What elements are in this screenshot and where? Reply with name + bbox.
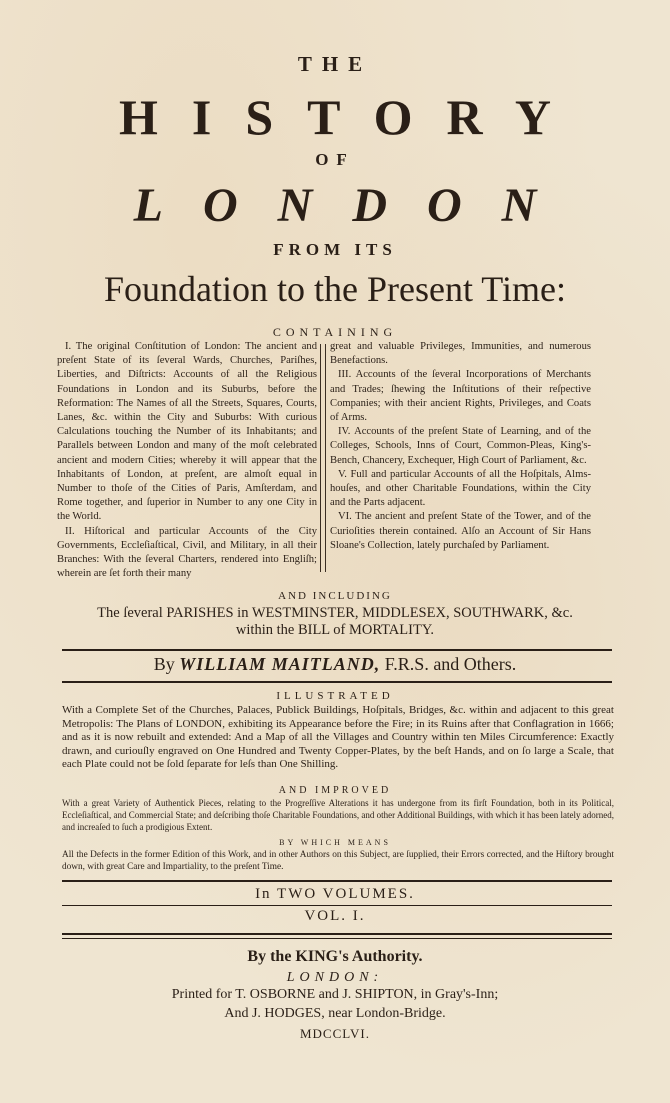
title-london: LONDON [133,179,577,232]
author-name: WILLIAM MAITLAND, [179,654,381,674]
title-from-its: FROM ITS [273,240,397,259]
containing-heading: CONTAINING [272,325,398,339]
imprint-line-2: And J. HODGES, near London-Bridge. [224,1006,446,1021]
author-line [0,654,670,675]
title-of: OF [315,150,355,169]
title-the: THE [297,52,373,76]
author-by: By [153,654,175,674]
author-suffix: F.R.S. and Others. [384,654,517,674]
improved-text: With a great Variety of Authentick Pieces, relating to the Progreſſive Alterations it has undergone from its firſt Foundation, both in its Political, Eccleſiaſtical, and Commercial State; and deſcribing thoſe Charitable Foundations, and other Additional Buildings, with which it has been lately adorned, and increaſed to ſuch a prodigious Extent. [62,798,614,832]
column-divider [320,344,326,572]
and-including-heading: AND INCLUDING [278,590,392,602]
right-paragraph: III. Accounts of the ſeveral Incorporations of Merchants and Trades; ſhewing the Inſtitutions of their reſpective Companies; with their ancient Rights, Privileges, and Coats of Arms. [330,369,591,424]
rule-below-vol [62,933,612,935]
right-paragraph: V. Full and particular Accounts of all the Hoſpitals, Alms-houſes, and other Charitable Foundations, within the City and the Parts adjacent. [330,468,591,509]
right-column [330,340,591,553]
volumes-line: In TWO VOLUMES. [255,886,415,902]
rule-above-author [62,649,612,651]
rule-below-author [62,681,612,683]
rule-above-vol [62,905,612,906]
means-text: All the Defects in the former Edition of this Work, and in other Authors on this Subject, are ſupplied, their Errors corrected, and the Hiſtory brought down, with great Care and Impartiality, to the preſent Time. [62,850,614,872]
left-paragraph: II. Hiſtorical and particular Accounts of the City Governments, Eccleſiaſtical, Civil, and Military, in all their Branches: With the ſeveral Charters, rendered into Engliſh; wherein are ſet forth their many [57,525,317,580]
rule-below-vol-thin [62,938,612,939]
parishes-block [0,605,670,639]
parishes-line-2: within the BILL of MORTALITY. [235,622,435,638]
illustrated-text: With a Complete Set of the Churches, Palaces, Publick Buildings, Hoſpitals, Bridges, &c. within and adjacent to this great Metropolis: The Plans of LONDON, exhibiting its Appearance before the Fire; in its Ruins after that Conflagration in 1666; and as it is now rebuilt and extended: And a Map of all the Villages and Country within ten Miles Circumference: Exactly drawn, and curiouſly engraved on One Hundred and Twenty Copper-Plates, by the beſt Hands, and on ſo large a Scale, that each Plate could not be ſold ſeparate for leſs than One Shilling. [62,704,614,770]
rule-above-volumes [62,880,612,882]
title-history: HISTORY [119,89,585,145]
illustrated-heading: ILLUSTRATED [276,690,394,702]
parishes-line-1: The ſeveral PARISHES in WESTMINSTER, MIDDLESEX, SOUTHWARK, &c. [97,605,573,621]
left-column [57,340,317,581]
by-which-means-heading: BY WHICH MEANS [279,838,391,847]
right-paragraph: VI. The ancient and preſent State of the Tower, and of the Curioſities therein contained. Alſo an Account of Sir Hans Sloane's Collection, lately purchaſed by Parliament. [330,511,591,551]
contents-columns [57,340,591,580]
improved-heading: AND IMPROVED [278,785,392,796]
publication-date: MDCCLVI. [299,1026,370,1041]
right-paragraph: IV. Accounts of the preſent State of Learning, and of the Colleges, Schools, Inns of Court, Common-Pleas, King's-Bench, Chancery, Exchequer, High Court of Parliament, &c. [330,426,591,466]
right-paragraph: great and valuable Privileges, Immunities, and numerous Benefactions. [330,341,591,367]
left-paragraph: I. The original Conſtitution of London: The ancient and preſent State of its ſeveral Wards, Churches, Pariſhes, Liberties, and Diſtricts: Accounts of all the Religious Foundations in London and its Suburbs, before the Reformation: The Names of all the Streets, Squares, Courts, Lanes, &c. within the City and Suburbs: With curious Calculations touching the Number of its Inhabitants; and Parallels between London and many of the moſt celebrated ancient and modern Cities; whereby it will appear that the Inhabitants of London, at preſent, are almoſt equal in Number to thoſe of the Cities of Paris, Amſterdam, and Rome together, and ſuperior in Number to any one City in the World. [57,341,317,523]
title-subtitle: Foundation to the Present Time: [103,269,567,309]
imprint-line-1: Printed for T. OSBORNE and J. SHIPTON, in Gray's-Inn; [171,987,499,1002]
volume-number: VOL. I. [304,908,366,924]
imprint-city: LONDON: [286,970,384,985]
authority-line: By the KING's Authority. [247,948,423,965]
